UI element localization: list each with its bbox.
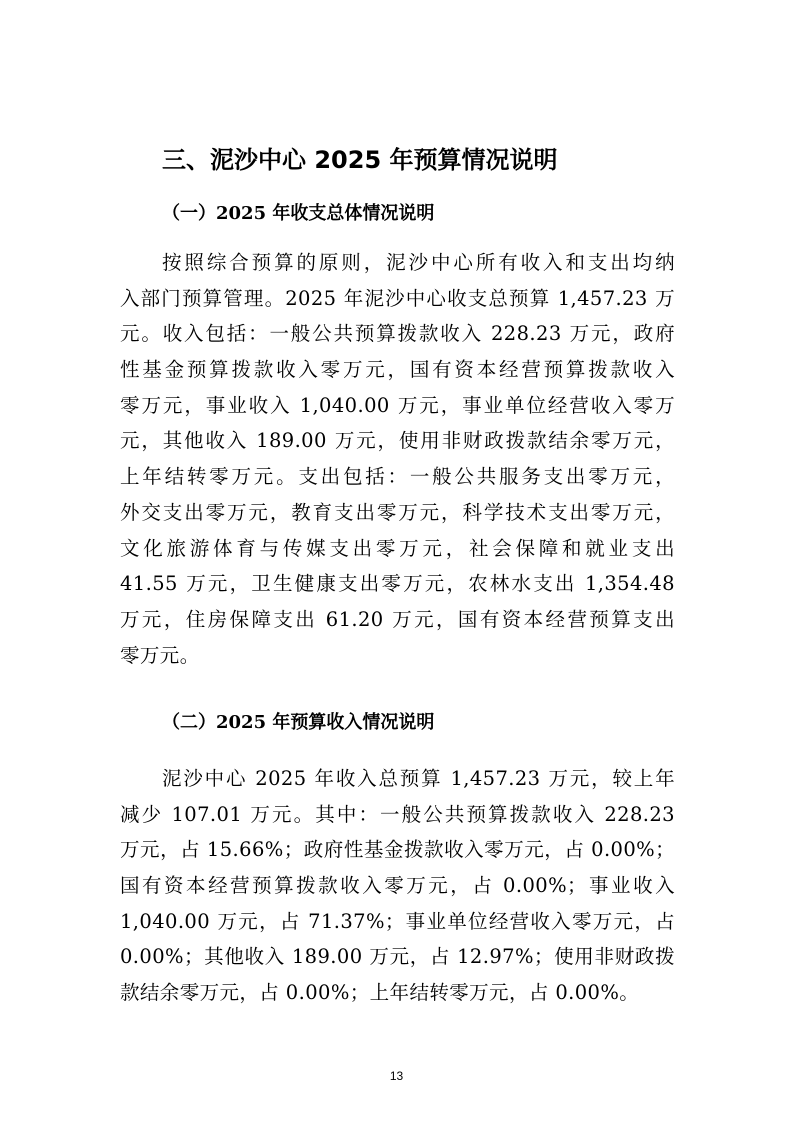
subsection-heading-2: （二）2025 年预算收入情况说明 — [162, 712, 435, 733]
paragraph-line: 按照综合预算的原则，泥沙中心所有收入和支出均纳 — [162, 251, 675, 274]
paragraph-line: 国有资本经营预算拨款收入零万元，占 0.00%；事业收入 — [120, 874, 675, 898]
page-number: 13 — [389, 1069, 404, 1083]
paragraph-budget-overview — [120, 245, 675, 673]
paragraph-line: 元。收入包括：一般公共预算拨款收入 228.23 万元，政府 — [120, 322, 675, 346]
paragraph-line: 元，其他收入 189.00 万元，使用非财政拨款结余零万元， — [120, 429, 675, 453]
paragraph-line: 款结余零万元，占 0.00%；上年结转零万元，占 0.00%。 — [120, 981, 640, 1005]
paragraph-line: 外交支出零万元，教育支出零万元，科学技术支出零万元， — [120, 500, 675, 524]
paragraph-line: 上年结转零万元。支出包括：一般公共服务支出零万元， — [120, 465, 675, 489]
subsection-heading-1: （一）2025 年收支总体情况说明 — [162, 203, 435, 224]
paragraph-line: 零万元，事业收入 1,040.00 万元，事业单位经营收入零万 — [120, 393, 675, 417]
paragraph-line: 减少 107.01 万元。其中：一般公共预算拨款收入 228.23 — [120, 802, 675, 826]
section-title: 三、泥沙中心 2025 年预算情况说明 — [162, 146, 558, 174]
paragraph-line: 1,040.00 万元，占 71.37%；事业单位经营收入零万元，占 — [120, 909, 675, 933]
paragraph-line: 泥沙中心 2025 年收入总预算 1,457.23 万元，较上年 — [162, 767, 675, 790]
paragraph-line: 万元，占 15.66%；政府性基金拨款收入零万元，占 0.00%； — [120, 838, 675, 862]
paragraph-budget-income — [120, 761, 675, 1011]
paragraph-line: 0.00%；其他收入 189.00 万元，占 12.97%；使用非财政拨 — [120, 945, 675, 969]
paragraph-line: 入部门预算管理。2025 年泥沙中心收支总预算 1,457.23 万 — [120, 286, 675, 310]
paragraph-line: 零万元。 — [120, 643, 200, 667]
paragraph-line: 41.55 万元，卫生健康支出零万元，农林水支出 1,354.48 — [120, 572, 675, 596]
paragraph-line: 性基金预算拨款收入零万元，国有资本经营预算拨款收入 — [120, 358, 675, 382]
paragraph-line: 文化旅游体育与传媒支出零万元，社会保障和就业支出 — [120, 536, 675, 560]
paragraph-line: 万元，住房保障支出 61.20 万元，国有资本经营预算支出 — [120, 607, 675, 631]
